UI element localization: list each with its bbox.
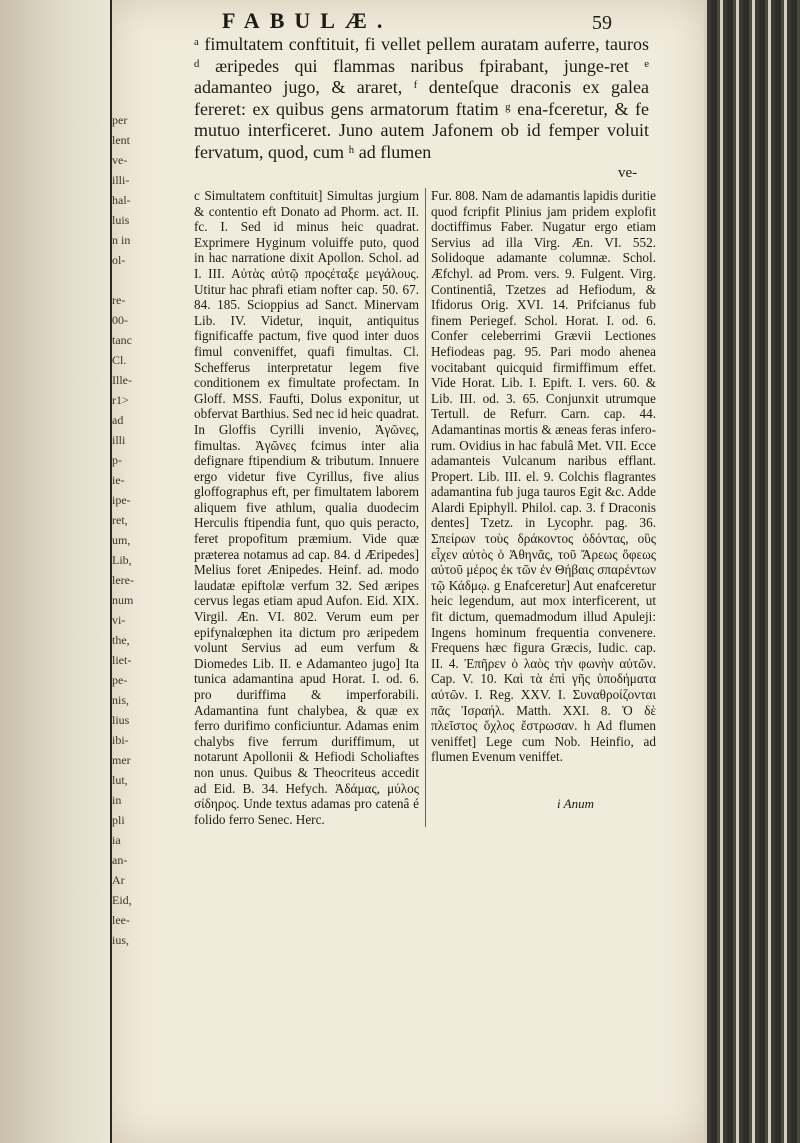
margin-fragment: ibi- bbox=[112, 733, 129, 747]
margin-fragment: mer bbox=[112, 753, 131, 767]
margin-fragment: p- bbox=[112, 453, 122, 467]
notes-section bbox=[194, 188, 656, 827]
margin-fragment: an- bbox=[112, 853, 128, 867]
margin-fragment: um, bbox=[112, 533, 131, 547]
margin-fragment: nis, bbox=[112, 693, 130, 707]
margin-fragment: 00- bbox=[112, 313, 128, 327]
margin-fragment: in bbox=[112, 793, 122, 807]
margin-fragment: lere- bbox=[112, 573, 134, 587]
margin-fragment: hal- bbox=[112, 193, 131, 207]
margin-fragment bbox=[112, 270, 150, 290]
margin-fragment: ret, bbox=[112, 513, 128, 527]
margin-fragment: illi bbox=[112, 433, 126, 447]
catchword-main: ve- bbox=[618, 165, 638, 181]
margin-fragment: lent bbox=[112, 133, 130, 147]
main-text: ᵃ fimultatem conftituit, fi vellet pellem auratam auferre, tauros ᵈ æripedes qui flammas naribus fpirabant, junge-ret ᵉ adamanteo jugo, & araret, ᶠ denteſque draconis ex galea fereret: ex quibus gens armatorum ftatim ᵍ ena-fceretur, & fe mutuo interficeret. Juno autem Jafonem ob id femper voluit fervatum, quod, cum ʰ ad flumen bbox=[194, 34, 649, 162]
margin-fragment: Cl. bbox=[112, 353, 127, 367]
margin-fragment: num bbox=[112, 593, 134, 607]
margin-fragment: liet- bbox=[112, 653, 132, 667]
margin-fragment: ve- bbox=[112, 153, 128, 167]
margin-fragment: ad bbox=[112, 413, 124, 427]
notes-left-column: c Simultatem conftituit] Simultas jurgium & contentio eft Donato ad Phorm. act. II. fc. I. Sed id minus heic quadrat. Exprimere Hyginum voluiffe puto, quod in hac narratione dixit Apollon. Schol. ad I. III. Αὐτὰς αὐτῷ προςέταξε μεγάλους. Utitur hac phrafi etiam nofter cap. 50. 67. 84. 185. Scioppius ad Sanct. Minervam Lib. IV. Videtur, inquit, antiquitus fignificaffe pactum, five quod inter duos fimul conveniffet, quafi fimultas. Cl. Schefferus interpretatur legem five conditionem ex fimultate profectam. In Gloff. MSS. Faufti, Dolus exponitur, ut obfervat Barthius. Sed nec id heic quadrat. In Gloffis Cyrilli invenio, Ἀγῶνες, fimultas. Ἀγῶνες fcimus inter alia defignare ftipendium & tributum. Innuere ergo videtur five Cyrillus, five alius gloffographus eft, per fimultatem laborem aliquem five athlum, qualia duodecim Herculis ftipendia funt, quo quis peracto, feret propofitum præmium. Vide quæ præterea notamus ad cap. 84. d Æripedes] Melius foret Ænipedes. Heinf. ad. modo laudatæ epiftolæ verfum 32. Sed æripes cervus legas etiam apud Aufon. Eid. XIX. Virgil. Æn. VI. 802. Verum eum per epifynalœphen ita dictum pro æripedem volunt Servius ad eum verfum & Diomedes Lib. II. e Adamanteo jugo] Ita tunica adamantina apud Horat. I. od. 6. pro duriffima & imperforabili. Adamantina funt chalybea, & quæ ex ferro durifimo conficiuntur. Adamas enim chalybs five ferrum duriffimum, ut notarunt Apollonii & Hefiodi Scholiaftes non unus. Quibus & Theocriteus accedit ad Eid. B. 34. Hefych. Ἀδάμας, μύλος σίδηρος. Unde textus adamas pro catenâ é folido ferro Senec. Herc. bbox=[194, 188, 419, 827]
margin-fragment: n in bbox=[112, 233, 131, 247]
book-page bbox=[112, 0, 704, 1143]
margin-fragment: luis bbox=[112, 213, 130, 227]
margin-fragment: ol- bbox=[112, 253, 126, 267]
margin-fragment: Ille- bbox=[112, 373, 132, 387]
margin-fragment: r1> bbox=[112, 393, 129, 407]
book-fore-edge bbox=[695, 0, 800, 1143]
margin-fragment: per bbox=[112, 113, 128, 127]
page-number: 59 bbox=[592, 12, 612, 34]
running-title: FABULÆ. bbox=[222, 8, 393, 33]
margin-fragment: re- bbox=[112, 293, 126, 307]
margin-fragment: lee- bbox=[112, 913, 130, 927]
margin-fragment: illi- bbox=[112, 173, 130, 187]
notes-right-column: Fur. 808. Nam de adamantis lapidis duritie quod fcripfit Plinius jam pridem explofit doctiffimus Faber. Nugatur ergo etiam Servius ad illa Virg. Æn. VI. 552. Solidoque adamante columnæ. Schol. Æfchyl. ad Prom. vers. 9. Fulgent. Virg. Continentiâ, Tzetzes ad Hefiodum, & Ifidorus Orig. XVI. 14. Prifcianus fub finem Periegef. Schol. Horat. I. od. 6. Confer celeberrimi Grævii Lectiones Hefiodeas pag. 95. Pari modo ahenea vocitabant quicquid firmiffimum effet. Vide Horat. Lib. I. Epift. I. vers. 60. & Lib. III. od. 3. 65. Conjunxit utrumque Tertull. de Refurr. Carn. cap. 44. Adamantinas mortis & æneas feras infero-rum. Ovidius in hac fabulâ Met. VII. Ecce adamanteis Vulcanum naribus efflant. Propert. Lib. III. el. 9. Colchis flagrantes adamantina fub juga tauros Egit &c. Adde Alardi Epiphyll. Philol. cap. 3. f Draconis dentes] Tzetz. in Lycophr. pag. 36. Σπείρων τοὺς δράκοντος ὀδόντας, οὓς εἶχεν αὐτὸς ὁ Ἀθηνᾶς, τοῦ Ἄρεως ὄφεως αὐτοῦ μέρος ἐκ τῶν ἐν Θήβαις σπαρέντων τῷ Κάδμῳ. g Enafceretur] Aut enafceretur heic legendum, aut mox interficerent, ut fit dictum, quemadmodum illud Apuleji: Ingens hominum frequentia convenere. Frequens hæc figura Græcis, Iudic. cap. II. 4. Ἐπῆρεν ὁ λαὸς τὴν φωνὴν αὐτῶν. Cap. V. 10. Καὶ τὰ ἐπὶ γῆς ὑποδήματα αὐτῶν. I. Reg. XXV. I. Συναθροίζονται πᾶς Ἰσραήλ. Matth. XXI. 8. Ὁ δὲ πλεῖστος ὄχλος ἔστρωσαν. h Ad flumen veniffet] Lege cum Nob. Heinfio, ad flumen Evenum veniffet. bbox=[425, 188, 656, 827]
margin-fragment: lius bbox=[112, 713, 130, 727]
facing-page-fragments bbox=[112, 110, 150, 950]
margin-fragment: lut, bbox=[112, 773, 128, 787]
margin-fragment: ipe- bbox=[112, 493, 131, 507]
margin-fragment: Lib, bbox=[112, 553, 132, 567]
margin-fragment: ie- bbox=[112, 473, 125, 487]
margin-fragment: pli bbox=[112, 813, 125, 827]
catchword-notes: i Anum bbox=[557, 796, 594, 811]
margin-fragment: Eid, bbox=[112, 893, 132, 907]
margin-fragment: ius, bbox=[112, 933, 130, 947]
margin-fragment: vi- bbox=[112, 613, 126, 627]
margin-fragment: pe- bbox=[112, 673, 128, 687]
left-facing-page bbox=[0, 0, 110, 1143]
margin-fragment: Ar bbox=[112, 873, 125, 887]
margin-fragment: ia bbox=[112, 833, 121, 847]
margin-fragment: the, bbox=[112, 633, 130, 647]
margin-fragment: tanc bbox=[112, 333, 132, 347]
